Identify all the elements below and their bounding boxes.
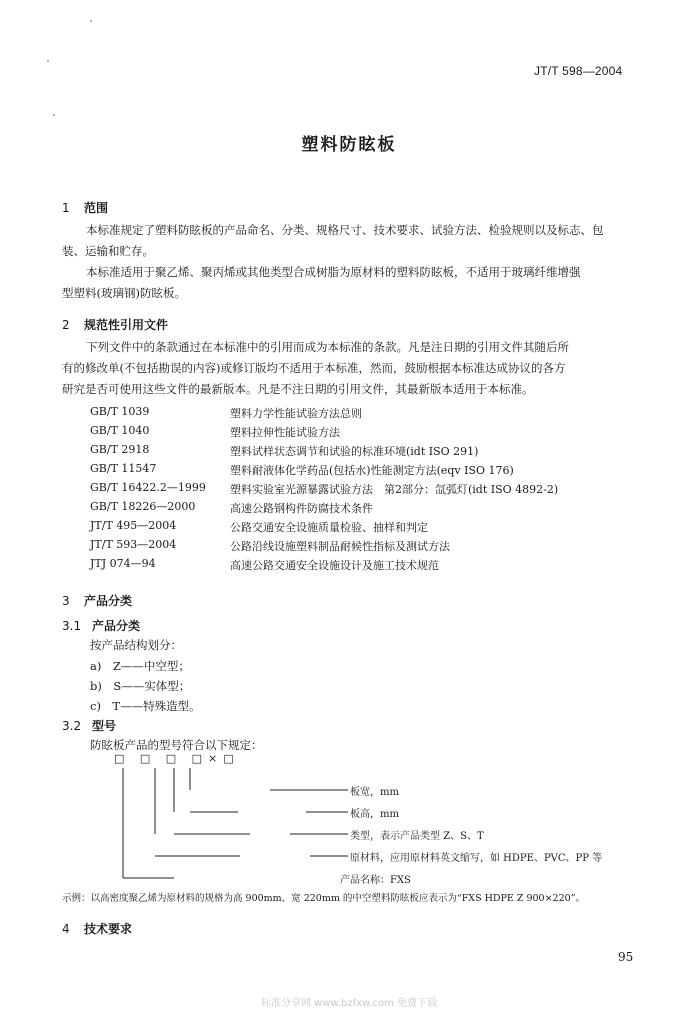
scan-speck (47, 60, 49, 62)
section-2-heading (62, 316, 168, 333)
ref-code: GB/T 16422.2—1999 (90, 481, 206, 494)
ref-code: GB/T 1040 (90, 424, 150, 437)
ref-title: 塑料拉伸性能试验方法 (230, 426, 340, 439)
ref-title: 塑料耐液体化学药品(包括水)性能测定方法(eqv ISO 176) (230, 464, 514, 477)
section-title: 范围 (84, 201, 109, 215)
ref-code: GB/T 1039 (90, 405, 150, 418)
section-2-body (62, 337, 652, 400)
designation-label-width: 板宽，mm (350, 787, 399, 798)
section-title: 规范性引用文件 (84, 318, 169, 332)
section-number: 2 (62, 318, 70, 332)
subsection-number: 3.2 (62, 719, 82, 733)
section-1-body (62, 220, 652, 304)
section-1-heading (62, 199, 108, 216)
paragraph-line: 装、运输和贮存。 (62, 244, 154, 258)
ref-code: JT/T 495—2004 (90, 519, 177, 532)
standard-code: JT/T 598—2004 (534, 64, 623, 78)
designation-label-product: 产品名称：FXS (340, 875, 411, 886)
model-designation-diagram (90, 754, 650, 884)
paragraph-line: 本标准适用于聚乙烯、聚丙烯或其他类型合成树脂为原材料的塑料防眩板，不适用于玻璃纤维增强 (86, 265, 581, 279)
designation-boxes: □ □ □ □×□ (114, 752, 240, 765)
section-number: 4 (62, 922, 70, 936)
subsection-title: 产品分类 (92, 619, 141, 633)
section-number: 1 (62, 201, 70, 215)
subsection-3-1-heading (62, 617, 140, 634)
section-3-heading (62, 592, 132, 609)
classification-item: b) S——实体型； (90, 679, 191, 693)
subsection-3-2-heading (62, 717, 116, 734)
document-title: 塑料防眩板 (301, 135, 397, 155)
section-title: 技术要求 (84, 922, 133, 936)
paragraph-line: 下列文件中的条款通过在本标准中的引用而成为本标准的条款。凡是注日期的引用文件其随后所 (86, 340, 569, 354)
scan-speck (53, 114, 55, 116)
designation-label-material: 原材料，应用原材料英文缩写，如 HDPE、PVC、PP 等 (350, 853, 603, 864)
subsection-number: 3.1 (62, 619, 82, 633)
classification-item: c) T——特殊造型。 (90, 699, 201, 713)
ref-code: JTJ 074—94 (90, 557, 156, 570)
ref-code: GB/T 2918 (90, 443, 150, 456)
page-number: 95 (618, 950, 634, 964)
section-number: 3 (62, 594, 70, 608)
section-4-heading (62, 920, 132, 937)
designation-example: 示例：以高密度聚乙烯为原材料的规格为高 900mm、宽 220mm 的中空塑料防眩板应表示为“FXS HDPE Z 900×220”。 (62, 893, 586, 904)
ref-title: 高速公路钢构件防腐技术条件 (230, 502, 373, 515)
paragraph-line: 型塑料(玻璃钢)防眩板。 (62, 286, 186, 300)
ref-title: 高速公路交通安全设施设计及施工技术规范 (230, 559, 439, 572)
ref-title: 公路交通安全设施质量检验、抽样和判定 (230, 521, 428, 534)
ref-title: 公路沿线设施塑料制品耐候性指标及测试方法 (230, 540, 450, 553)
section-title: 产品分类 (84, 594, 133, 608)
subsection-title: 型号 (92, 719, 117, 733)
ref-code: GB/T 11547 (90, 462, 157, 475)
watermark: 标准分享网 www.bzfxw.com 免费下载 (261, 998, 437, 1009)
ref-title: 塑料试样状态调节和试验的标准环境(idt ISO 291) (230, 445, 479, 458)
paragraph-line: 本标准规定了塑料防眩板的产品命名、分类、规格尺寸、技术要求、试验方法、检验规则以及标志、包 (86, 223, 604, 237)
classification-intro: 按产品结构划分： (90, 638, 182, 652)
designation-label-height: 板高，mm (350, 809, 399, 820)
scan-speck (90, 20, 92, 22)
ref-title: 塑料实验室光源暴露试验方法 第2部分：氙弧灯(idt ISO 4892-2) (230, 483, 559, 496)
ref-title: 塑料力学性能试验方法总则 (230, 407, 362, 420)
paragraph-line: 有的修改单(不包括勘误的内容)或修订版均不适用于本标准，然而，鼓励根据本标准达成协议的各方 (62, 361, 566, 375)
ref-code: JT/T 593—2004 (90, 538, 177, 551)
paragraph-line: 研究是否可使用这些文件的最新版本。凡是不注日期的引用文件，其最新版本适用于本标准。 (62, 382, 534, 396)
ref-code: GB/T 18226—2000 (90, 500, 196, 513)
model-intro: 防眩板产品的型号符合以下规定： (90, 738, 263, 752)
classification-item: a) Z——中空型； (90, 659, 190, 673)
designation-label-type: 类型，表示产品类型 Z、S、T (350, 831, 484, 842)
